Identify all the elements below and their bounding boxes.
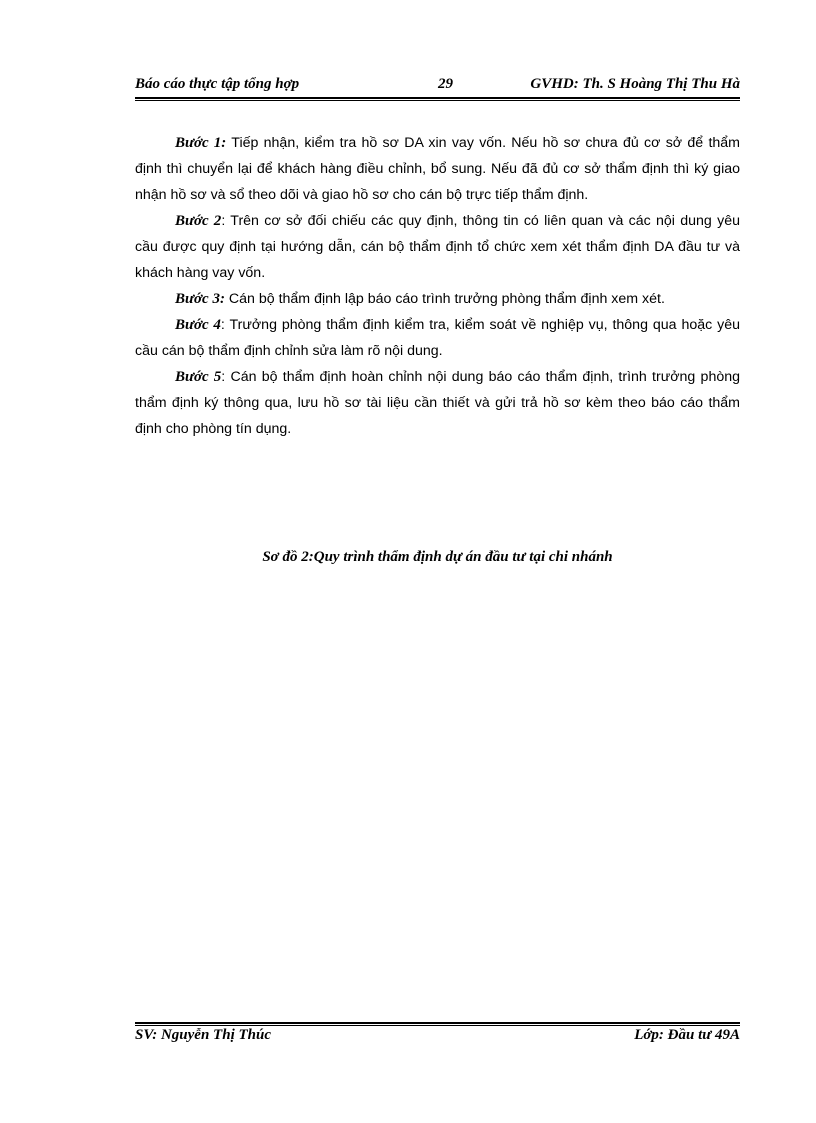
step-label: Bước 4 — [175, 317, 221, 333]
report-title: Báo cáo thực tập tổng hợp — [135, 76, 300, 92]
page-number: 29 — [438, 76, 453, 92]
step-text: : Trưởng phòng thẩm định kiểm tra, kiểm soát về nghiệp vụ, thông qua hoặc yêu cầu cán bộ thẩm định chỉnh sửa làm rõ nội dung. — [135, 317, 740, 359]
step-paragraph-2 — [135, 208, 740, 286]
page-footer — [135, 1027, 740, 1049]
body-text — [135, 130, 740, 442]
step-label: Bước 5 — [175, 369, 222, 385]
step-text: : Cán bộ thẩm định hoàn chỉnh nội dung báo cáo thẩm định, trình trưởng phòng thẩm định ký thông qua, lưu hồ sơ tài liệu cần thiết và gửi trả hồ sơ kèm theo báo cáo thẩm định cho phòng tín dụng. — [135, 369, 741, 437]
step-label: Bước 1: — [175, 135, 227, 151]
page-header — [135, 76, 740, 98]
class-name: Lớp: Đầu tư 49A — [634, 1027, 740, 1043]
step-text: Cán bộ thẩm định lập báo cáo trình trưởng phòng thẩm định xem xét. — [224, 291, 665, 307]
step-text: Tiếp nhận, kiểm tra hồ sơ DA xin vay vốn. Nếu hồ sơ chưa đủ cơ sở để thẩm định thì chuyển lại để khách hàng điều chỉnh, bổ sung. Nếu đã đủ cơ sở thẩm định thì ký giao nhận hồ sơ và sổ theo dõi và giao hồ sơ cho cán bộ trực tiếp thẩm định. — [135, 135, 740, 203]
student-name: SV: Nguyễn Thị Thúc — [135, 1027, 271, 1043]
step-paragraph-5 — [135, 364, 740, 442]
footer-rule — [135, 1022, 740, 1026]
step-paragraph-3 — [135, 286, 740, 312]
diagram-title: Sơ đồ 2:Quy trình thẩm định dự án đầu tư tại chi nhánh — [262, 549, 613, 565]
step-paragraph-4 — [135, 312, 740, 364]
step-text: : Trên cơ sở đối chiếu các quy định, thông tin có liên quan và các nội dung yêu cầu được quy định tại hướng dẫn, cán bộ thẩm định tổ chức xem xét thẩm định DA đầu tư và khách hàng vay vốn. — [135, 213, 740, 281]
step-label: Bước 2 — [175, 213, 222, 229]
header-rule — [135, 97, 740, 101]
step-label: Bước 3: — [175, 291, 225, 307]
supervisor-name: GVHD: Th. S Hoàng Thị Thu Hà — [530, 76, 740, 92]
step-paragraph-1 — [135, 130, 740, 208]
